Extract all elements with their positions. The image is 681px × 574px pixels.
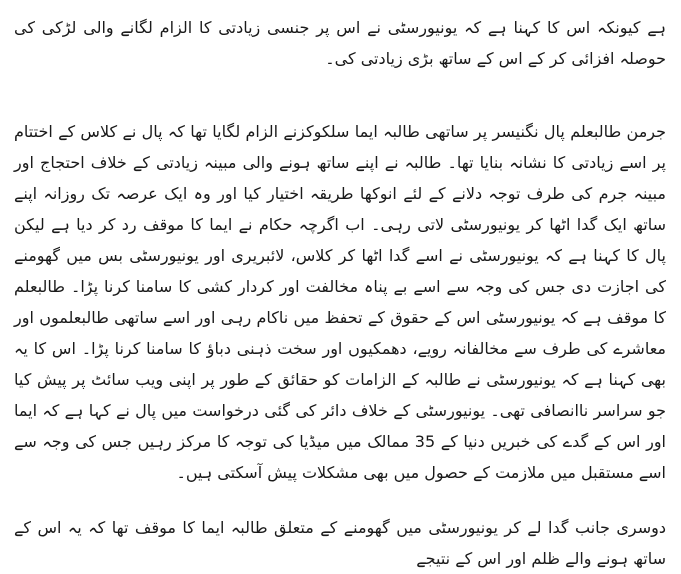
article-paragraph-1: ہے کیونکہ اس کا کہنا ہے کہ یونیورسٹی نے اس پر جنسی زیادتی کا الزام لگانے والی لڑکی کی حوصلہ افزائی کر کے اس کے ساتھ بڑی زیادتی کی۔: [14, 18, 666, 68]
article-paragraph-3: دوسری جانب گدا لے کر یونیورسٹی میں گھومنے کے متعلق طالبہ ایما کا موقف تھا کہ یہ اس کے ساتھ ہونے والے ظلم اور اس کے نتیجے: [14, 518, 666, 568]
article-paragraph-2: جرمن طالبعلم پال نگنیسر پر ساتھی طالبہ ایما سلکوکزنے الزام لگایا تھا کہ پال نے کلاس کے اختتام پر اسے زیادتی کا نشانہ بنایا تھا۔ طالبہ نے اپنے ساتھ ہونے والی مبینہ زیادتی کے خلاف احتجاج اور مبینہ جرم کی طرف توجہ دلانے کے لئے انوکھا طریقہ اختیار کیا اور وہ ایک عرصہ تک روزانہ اپنے ساتھ ایک گدا اٹھا کر یونیورسٹی لاتی رہی۔ اب اگرچہ حکام نے ایما کا موقف رد کر دیا ہے لیکن پال کا کہنا ہے کہ یونیورسٹی نے اسے گدا اٹھا کر کلاس، لائبریری اور یونیورسٹی بس میں گھومنے کی اجازت دی جس کی وجہ سے اسے بے پناہ مخالفت اور کردار کشی کا سامنا کرنا پڑا۔ طالبعلم کا موقف ہے کہ یونیورسٹی اس کے حقوق کے تحفظ میں ناکام رہی اور اسے ساتھی طالبعلموں اور معاشرے کی طرف سے مخالفانہ رویے، دھمکیوں اور سخت ذہنی دباؤ کا سامنا کرنا پڑا۔ اس کا یہ بھی کہنا ہے کہ یونیورسٹی نے طالبہ کے الزامات کو حقائق کے طور پر اپنی ویب سائٹ پر پیش کیا جو سراسر ناانصافی تھی۔ یونیورسٹی کے خلاف دائر کی گئی درخواست میں پال نے کہا ہے کہ ایما اور اس کے گدے کی خبریں دنیا کے 35 ممالک میں میڈیا کی توجہ کا مرکز رہیں جس کی وجہ سے اسے مستقبل میں ملازمت کے حصول میں بھی مشکلات پیش آسکتی ہیں۔: [14, 122, 667, 482]
